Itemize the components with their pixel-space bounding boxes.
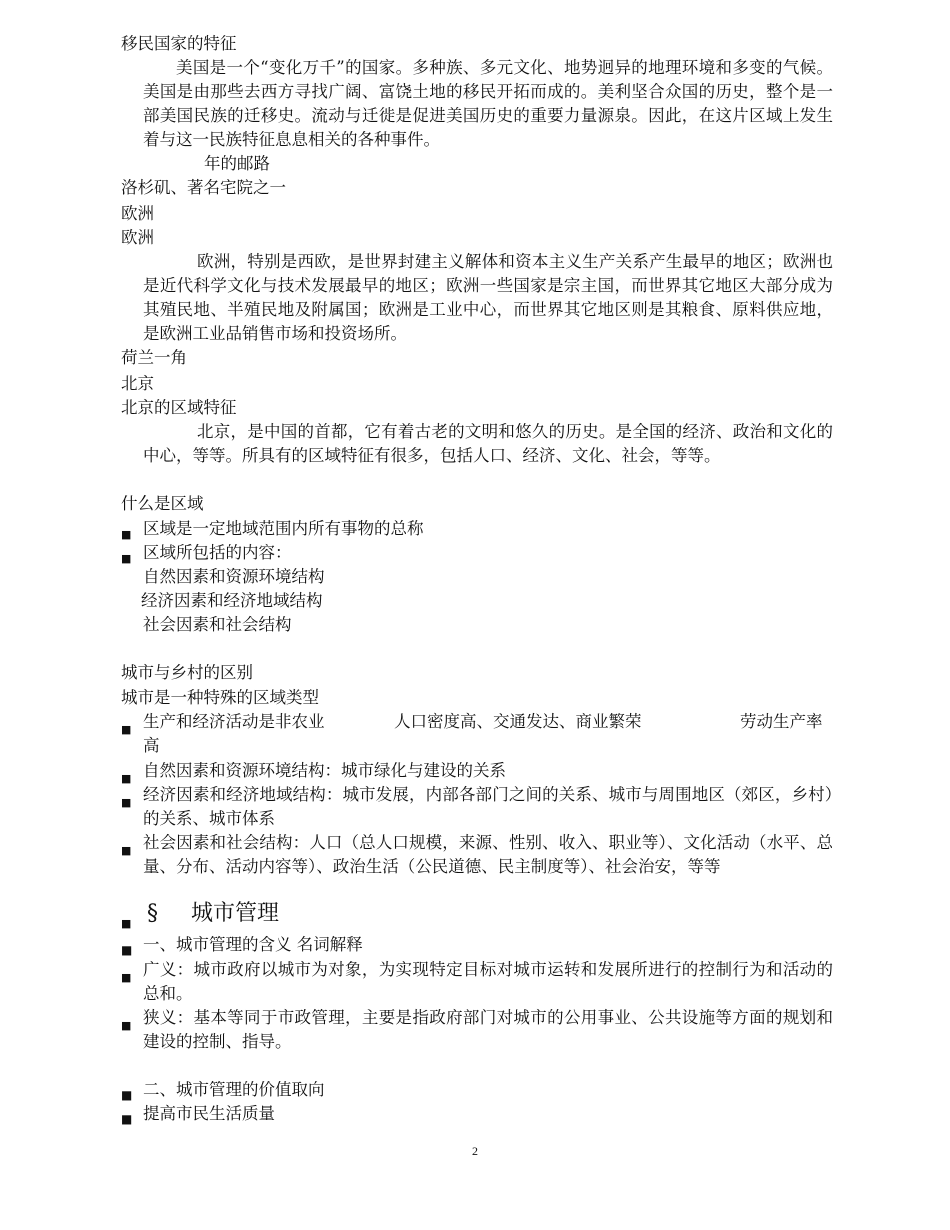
square-bullet-icon: ■ bbox=[121, 723, 132, 736]
caption-beijing: 北京 bbox=[121, 374, 154, 393]
square-bullet-icon: ■ bbox=[121, 1088, 133, 1102]
square-bullet-icon: ■ bbox=[121, 772, 132, 785]
square-bullet-icon: ■ bbox=[121, 1019, 132, 1032]
square-bullet-icon: ■ bbox=[121, 552, 132, 565]
heading-immigrant-country: 移民国家的特征 bbox=[121, 34, 237, 53]
caption-netherlands: 荷兰一角 bbox=[121, 348, 187, 367]
heading-city-vs-village: 城市与乡村的区别 bbox=[121, 663, 253, 682]
square-bullet-icon: ■ bbox=[121, 844, 132, 857]
bullet-item: ■ 广义：城市政府以城市为对象，为实现特定目标对城市运转和发展所进行的控制行为和活动的总和。 bbox=[121, 960, 833, 1003]
caption-europe-1: 欧洲 bbox=[121, 204, 154, 223]
sub-item: 经济因素和经济地域结构 bbox=[141, 591, 323, 610]
bullet-item: ■ 一、城市管理的含义 名词解释 bbox=[121, 933, 833, 957]
bullet-item: ■ 自然因素和资源环境结构：城市绿化与建设的关系 bbox=[121, 759, 833, 783]
square-bullet-icon: ■ bbox=[121, 796, 132, 809]
caption-los-angeles: 洛杉矶、著名宅院之一 bbox=[121, 178, 286, 197]
square-bullet-icon: ■ bbox=[121, 917, 132, 930]
paragraph-america: 美国是一个“变化万千”的国家。多种族、多元文化、地势迥异的地理环境和多变的气候。美国是由那些去西方寻找广阔、富饶土地的移民开拓而成的。美利坚合众国的历史，整个是一部美国民族的迁移史。流动与迁徙是促进美国历史的重要力量源泉。因此，在这片区域上发生着与这一民族特征息息相关的各种事件。 bbox=[143, 58, 833, 149]
sub-item: 自然因素和资源环境结构 bbox=[143, 567, 325, 586]
heading-beijing-features: 北京的区域特征 bbox=[121, 398, 237, 417]
paragraph-europe: 欧洲，特别是西欧，是世界封建主义解体和资本主义生产关系产生最早的地区；欧洲也是近代科学文化与技术发展最早的地区；欧洲一些国家是宗主国，而世界其它地区大部分成为其殖民地、半殖民地及附属国；欧洲是工业中心，而世界其它地区则是其粮食、原料供应地，是欧洲工业品销售市场和投资场所。 bbox=[143, 252, 833, 343]
square-bullet-icon: ■ bbox=[121, 971, 132, 984]
bullet-item: ■ 区域所包括的内容： bbox=[121, 541, 833, 565]
sub-item: 社会因素和社会结构 bbox=[143, 615, 292, 634]
paragraph-beijing: 北京，是中国的首都，它有着古老的文明和悠久的历史。是全国的经济、政治和文化的中心，等等。所具有的区域特征有很多，包括人口、经济、文化、社会，等等。 bbox=[143, 422, 833, 465]
page-number: 2 bbox=[472, 1144, 478, 1158]
square-bullet-icon: ■ bbox=[121, 1112, 133, 1126]
section-heading-city-management: ■ § 城市管理 bbox=[121, 899, 833, 929]
caption-europe-2: 欧洲 bbox=[121, 228, 154, 247]
bullet-item: ■ 提高市民生活质量 bbox=[121, 1102, 833, 1126]
caption-postal-route: 年的邮路 bbox=[204, 154, 270, 173]
square-bullet-icon: ■ bbox=[121, 943, 133, 957]
heading-city-region-type: 城市是一种特殊的区域类型 bbox=[121, 688, 319, 707]
bullet-item: ■ 经济因素和经济地域结构：城市发展，内部各部门之间的关系、城市与周围地区（郊区，乡村）的关系、城市体系 bbox=[121, 785, 833, 828]
square-bullet-icon: ■ bbox=[121, 528, 132, 541]
bullet-item: ■ 生产和经济活动是非农业 人口密度高、交通发达、商业繁荣 劳动生产率 高 bbox=[121, 712, 823, 755]
heading-what-is-region: 什么是区域 bbox=[121, 494, 204, 513]
bullet-item: ■ 二、城市管理的价值取向 bbox=[121, 1078, 833, 1102]
bullet-item: ■ 区域是一定地域范围内所有事物的总称 bbox=[121, 517, 833, 541]
bullet-item: ■ 狭义：基本等同于市政管理，主要是指政府部门对城市的公用事业、公共设施等方面的规划和建设的控制、指导。 bbox=[121, 1008, 833, 1051]
bullet-item: ■ 社会因素和社会结构：人口（总人口规模，来源、性别、收入、职业等）、文化活动（水平、总量、分布、活动内容等）、政治生活（公民道德、民主制度等）、社会治安，等等 bbox=[121, 833, 833, 876]
